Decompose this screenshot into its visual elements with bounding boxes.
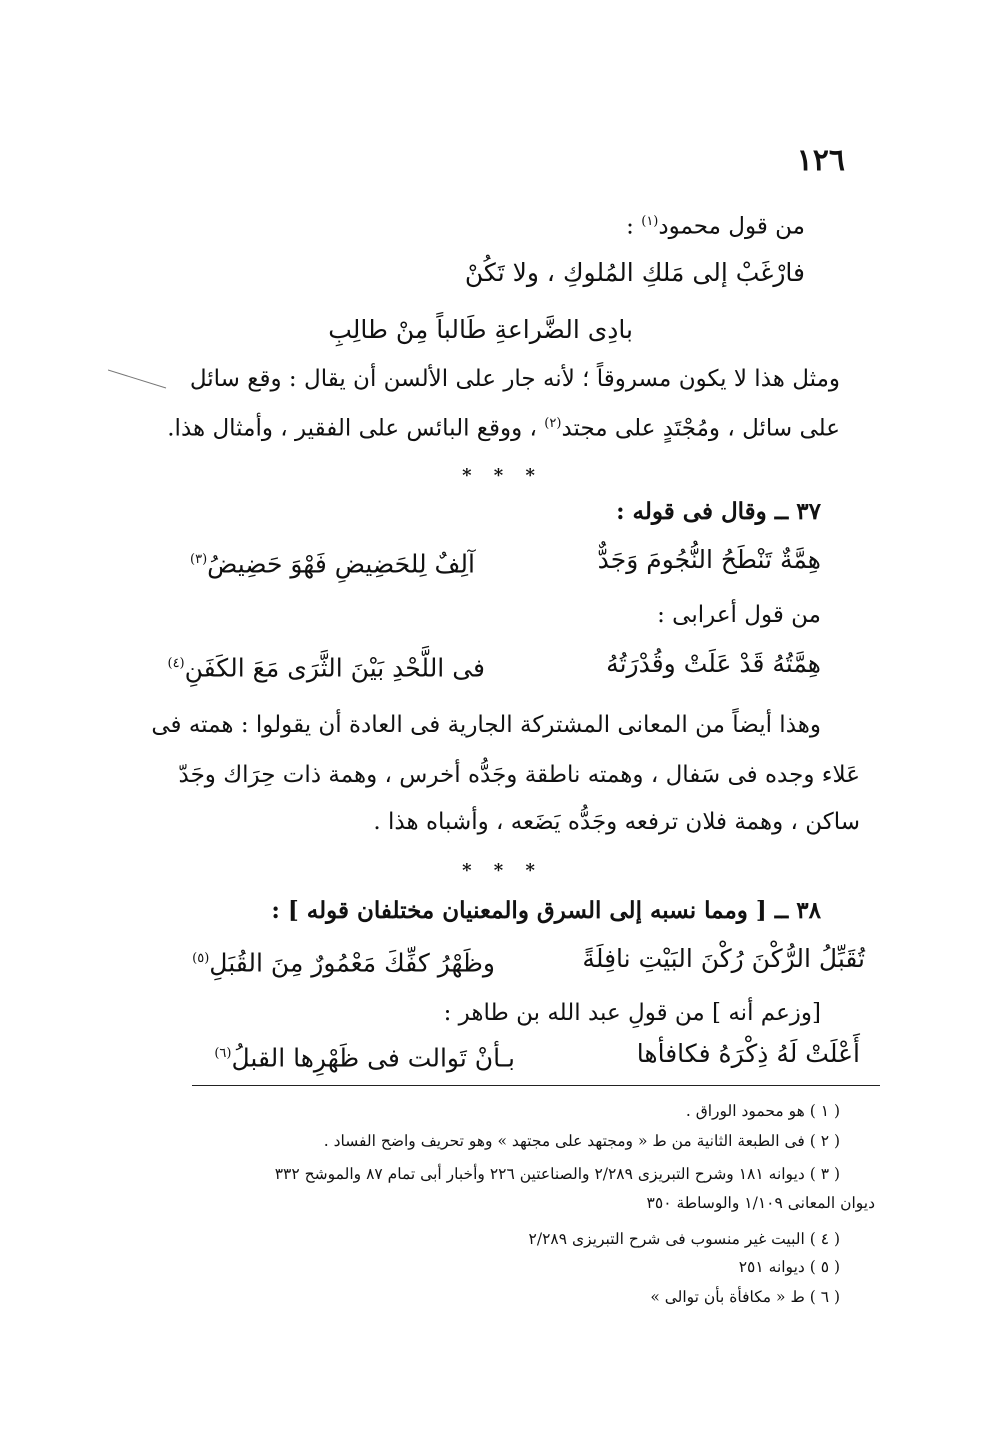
footnote-3: ( ٣ ) ديوانه ١٨١ وشرح التبريزى ٢/٢٨٩ والصناعتين ٢٢٦ وأخبار أبى تمام ٨٧ والموشح ٣٣٢: [274, 1165, 840, 1183]
section-37-verse-b-text: آلِفٌ لِلحَضِيضِ فَهْوَ حَضِيضُ: [207, 549, 475, 579]
section-38-verse-b-text: وظَهْرُ كفِّكَ مَعْمُورٌ مِنَ القُبَلِ: [209, 948, 495, 978]
section-38-heading: ٣٨ ــ [ ومما نسبه إلى السرق والمعنيان مختلفان قوله ] :: [271, 897, 821, 924]
section-37-verse-2-hemistich-b: [167, 647, 485, 685]
paragraph-1-line-2-a: على سائل ، ومُجْتَدٍ على مجتد: [561, 415, 840, 442]
intro-tail: :: [626, 213, 642, 240]
section-38-source: [وزعم أنه ] من قولِ عبد الله بن طاهر :: [443, 1000, 821, 1026]
paragraph-1-line-2-b: ، ووقع البائس على الفقير ، وأمثال هذا.: [167, 415, 545, 442]
section-38-verse-hemistich-a: تُقَبِّلُ الرُّكْنَ رُكْنَ البَيْتِ نافِلَةً: [582, 944, 865, 973]
section-37-verse-2-hemistich-a: هِمَّتُهُ قَدْ عَلَتْ وقُدْرَتُهُ: [606, 649, 821, 678]
page-number: ١٢٦: [796, 143, 845, 178]
footnote-divider: [192, 1085, 880, 1086]
section-37-verse-hemistich-a: هِمَّةٌ تَنْطَحُ النُّجُومَ وَجَدٌّ: [597, 545, 821, 574]
section-37-paragraph-line-1: وهذا أيضاً من المعانى المشتركة الجارية فى العادة أن يقولوا : همته فى: [151, 712, 821, 738]
footnote-1: ( ١ ) هو محمود الوراق .: [685, 1102, 840, 1120]
section-37-paragraph-line-3: ساكن ، وهمة فلان ترفعه وجَدُّه يَضَعه ، وأشباه هذا .: [373, 809, 860, 835]
section-38-verse-hemistich-b: [192, 942, 495, 980]
section-separator-1: * * *: [462, 465, 543, 486]
section-37-paragraph-line-2: عَلاء وجده فى سَفال ، وهمته ناطقة وجَدُّه أخرس ، وهمة ذات حِرَاك وجَدّ: [178, 762, 860, 788]
paragraph-1-line-1: ومثل هذا لا يكون مسروقاً ؛ لأنه جار على الألسن أن يقال : وقع سائل: [189, 366, 840, 392]
footnote-ref-1: (١): [641, 214, 659, 229]
footnote-ref-2: (٢): [544, 416, 562, 431]
section-38-verse-2-hemistich-b: [214, 1037, 515, 1075]
section-separator-2: * * *: [462, 860, 543, 881]
footnote-3-continued: ديوان المعانى ١/١٠٩ والوساطة ٣٥٠: [646, 1194, 875, 1212]
footnote-ref-4: (٤): [167, 656, 185, 671]
section-37-source: من قول أعرابى :: [657, 602, 821, 628]
footnote-ref-5: (٥): [192, 951, 210, 966]
verse-1-hemistich-b: بادِى الضَّراعةِ طَالباً مِنْ طالِبِ: [328, 315, 633, 344]
section-37-heading: ٣٧ ــ وقال فى قوله :: [616, 498, 821, 525]
section-37-verse-2-b-text: فى اللَّحْدِ بَيْنَ الثَّرَى مَعَ الكَفَنِ: [184, 653, 485, 683]
margin-mark: [108, 368, 168, 390]
verse-1-hemistich-a: فارْغَبْ إلى مَلكِ المُلوكِ ، ولا تَكُنْ: [464, 258, 805, 287]
intro-line: [626, 207, 805, 242]
section-38-verse-2-hemistich-a: أَعْلَتْ لَهُ ذِكْرَهُ فكافأها: [636, 1039, 860, 1068]
paragraph-1-line-2: [167, 409, 840, 444]
intro-text: من قول محمود: [658, 213, 805, 240]
footnote-2: ( ٢ ) فى الطبعة الثانية من ط « ومجتهد على مجتهد » وهو تحريف واضح الفساد .: [323, 1132, 840, 1150]
footnote-6: ( ٦ ) ط « مكافأة بأن توالى »: [650, 1288, 840, 1306]
footnote-ref-3: (٣): [190, 552, 208, 567]
section-37-verse-hemistich-b: [190, 543, 475, 581]
footnote-5: ( ٥ ) ديوانه ٢٥١: [738, 1258, 840, 1276]
footnote-ref-6: (٦): [214, 1046, 232, 1061]
section-38-verse-2-b-text: بـأنْ تَوالت فى ظَهْرِها القبلُ: [231, 1043, 515, 1073]
footnote-4: ( ٤ ) البيت غير منسوب فى شرح التبريزى ٢/٢٨٩: [528, 1230, 840, 1248]
